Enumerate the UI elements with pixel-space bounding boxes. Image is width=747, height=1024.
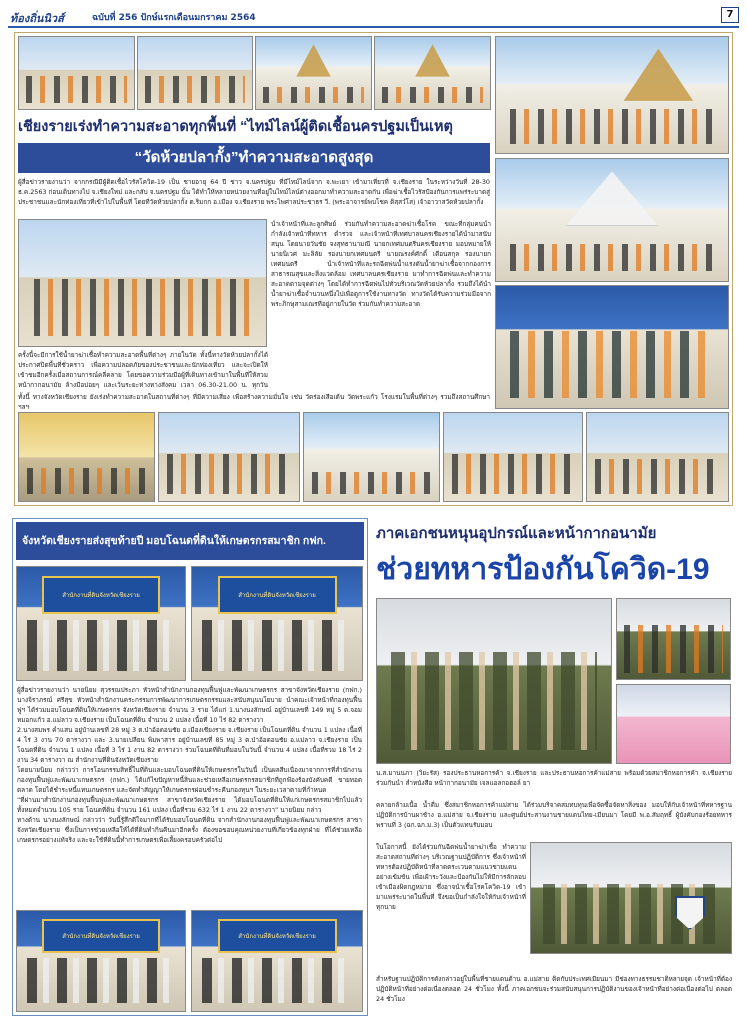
- article1-para4: ทั้งนี้ ทางจังหวัดเชียงราย ยังเร่งทำความสะอาดในสถานที่ต่างๆ ที่มีความเสี่ยง เพื่อสร้างความมั่นใจ เช่น วัดร่องเสือเต้น วัดพระแก้ว โรงแรมในพื้นที่ต่างๆ รวมถึงสถานศึกษา ฯลฯ: [18, 393, 490, 411]
- photo-plaza: [303, 412, 440, 502]
- logo-text: ท้องถิ่นนิวส์: [10, 13, 64, 25]
- article2-para5: ทางด้าน นางนงลักษณ์ กล่าวว่า วันนี้รู้สึกดีใจมากที่ได้รับมอบโฉนดที่ดิน จากสำนักงานกองทุนฟื้นฟูและพัฒนาเกษตรกร สาขาจังหวัดเชียงราย ซึ่งเป็นการช่วยเหลือให้ได้ที่ดินทำกินคืนมาอีกครั้ง ต้องขอขอบคุณหน่วยงานที่เกี่ยวข้องทุกฝ่าย ที่ได้ช่วยเหลือเกษตรกรอย่างแท้จริง และจะใช้ที่ดินนี้ทำการเกษตรเพื่อเลี้ยงครอบครัวต่อไป: [17, 816, 362, 844]
- article1-para3-cont: [18, 392, 490, 412]
- photo-deed-handover-1: [16, 566, 186, 681]
- photo-soldier-interview: [616, 598, 731, 680]
- banner-land-office-1: สำนักงานที่ดินจังหวัดเชียงราย: [62, 593, 140, 600]
- article3-kicker: ภาคเอกชนหนุนอุปกรณ์และหน้ากากอนามัย: [376, 525, 657, 542]
- article3-para3: ในโอกาสนี้ ยังได้ร่วมกันฉีดพ่นน้ำยาฆ่าเชื้อ ทำความสะอาดสถานที่ต่างๆ บริเวณฐานปฏิบัติการ ซึ่งเจ้าหน้าที่ทหารต้องปฏิบัติหน้าที่ลาดตระเวนตามแนวชายแดนอย่างเข้มข้น เพื่อเฝ้าระวังและป้องกันไม่ให้มีการลักลอบเข้าเมืองผิดกฎหมาย ซึ่งอาจนำเชื้อโรคโควิด-19 เข้ามาแพร่ระบาดในพื้นที่ จึงขอเป็นกำลังใจให้กับเจ้าหน้าที่ทุกนาย: [376, 843, 526, 911]
- article3-para2: คลายกล้ามเนื้อ น้ำดื่ม ซึ่งสมาชิกหอการค้าแม่สาย ได้ร่วมบริจาคสมทบทุนเพื่อจัดซื้อจัดหาสิ่งของ มอบให้กับเจ้าหน้าที่ทหารฐานปฏิบัติการบ้านผาช้าง อ.แม่สาย จ.เชียงราย และศูนย์ประสานงานชายแดนไทย-เมียนมา โดยมี พ.อ.สัมฤทธิ์ ผู้บังคับกองร้อยทหารพรานที่ 3 (ฉก.ฉก.ม.3) เป็นตัวแทนรับมอบ: [376, 801, 732, 829]
- article3-headline: ช่วยทหารป้องกันโควิด-19: [376, 553, 710, 586]
- page-number: 7: [721, 7, 739, 23]
- photo-soldiers-handover: [530, 842, 732, 954]
- article2-para2: 2.นางสมพร คำแสน อยู่บ้านเลขที่ 28 หมู่ 3 ต.ป่าอ้อดอนชัย อ.เมืองเชียงราย จ.เชียงราย เป็นโฉนดที่ดิน จำนวน 1 แปลง เนื้อที่ 4 ไร่ 3 งาน 70 ตารางวา และ 3.นายเปลี่ยน พิมพาสาร อยู่บ้านเลขที่ 85 หมู่ 3 ต.ป่าอ้อดอนชัย อ.แม่ลาว จ.เชียงราย เป็นโฉนดที่ดิน จำนวน 1 แปลง เนื้อที่ 3 ไร่ 1 งาน 82 ตารางวา รวมโฉนดที่ดินที่มอบในวันนี้ จำนวน 4 แปลง เนื้อที่รวม 18 ไร่ 2 งาน 34 ตารางวา ณ สำนักงานที่ดินจังหวัดเชียงราย: [17, 726, 362, 764]
- photo-temple-statue: [495, 158, 729, 282]
- photo-donated-supplies: [616, 684, 731, 764]
- article2-para3: โดยนายนิยม กล่าวว่า การโอนกรรมสิทธิ์ในที่ดินและมอบโฉนดที่ดินให้เกษตรกรในวันนี้ เป็นผลสืบเนื่องมาจากการที่สำนักงานกองทุนฟื้นฟูและพัฒนาเกษตรกร (กฟก.) ได้แก้ไขปัญหาหนี้สินและช่วยเหลือเกษตรกรสมาชิกที่ถูกฟ้องร้องบังคับคดี ขายทอดตลาด โดยได้ชำระหนี้แทนเกษตรกร และจัดทำสัญญาให้เกษตรกรผ่อนชำระคืนกองทุนฯ ในระยะเวลาตามที่กำหนด: [17, 766, 362, 794]
- article3-para1: น.ส.มานนภา (วิยะรัส) รองประธานหอการค้า จ.เชียงราย และประธานหอการค้าแม่สาย พร้อมด้วยสมาชิกหอการค้า จ.เชียงราย ร่วมกันนำ สำหนังสือ หน้ากากอนามัย เจลแอลกอฮอล์ ยา: [376, 769, 732, 787]
- photo-volunteers-1: [158, 412, 300, 502]
- banner-land-office-4: สำนักงานที่ดินจังหวัดเชียงราย: [238, 934, 316, 940]
- photo-cleaning-1: [18, 36, 135, 110]
- photo-spraying: [586, 412, 729, 502]
- photo-deed-handover-2: [191, 566, 363, 681]
- article1-headline: เชียงรายเร่งทำความสะอาดทุกพื้นที่ “ไทม์ไลน์ผู้ติดเชื้อนครปฐมเป็นเหตุ: [18, 119, 453, 135]
- photo-monk-sweeping: [18, 219, 267, 347]
- photo-temple-1: [255, 36, 372, 110]
- article2-headline: จังหวัดเชียงรายส่งสุขท้ายปี มอบโฉนดที่ดินให้เกษตรกรสมาชิก กฟก.: [22, 535, 326, 547]
- article1-subheadline: “วัดห้วยปลากั้ง”ทำความสะอาดสูงสุด: [134, 149, 374, 166]
- article1-para1: ผู้สื่อข่าวรายงานว่า จากกรณีมีผู้ติดเชื้อไวรัสโควิด-19 เป็น ชายอายุ 64 ปี ชาว จ.นครปฐม ที่มีไทม์ไลน์จาก จ.พะเยา เข้ามาเที่ยวที่ จ.เชียงราย ในระหว่างวันที่ 28-30 ธ.ค.2563 ก่อนเดินทางไป จ.เชียงใหม่ และกลับ จ.นครปฐม นั้น ได้ทำให้หลายหน่วยงานที่อยู่ในไทม์ไลน์ต่างออกมาทำความสะอาดกัน เพื่อฆ่าเชื้อไวรัสป้องกันการแพร่ระบาดสู่ประชาชนและนักท่องเที่ยวที่เข้าไปในพื้นที่ โดยที่วัดห้วยปลากั้ง ต.ริมกก อ.เมือง จ.เชียงราย พระไพศาลประชาธร วี. (พระอาจารย์พบโชค ติสฺสวํโส) เจ้าอาวาสวัดห้วยปลากั้ง: [18, 178, 490, 206]
- article1-para3: ครั้งนี้จะมีการใช้น้ำยาฆ่าเชื้อทำความสะอาดพื้นที่ต่างๆ ภายในวัด ทั้งนี้ทางวัดห้วยปลากั้งได้ประกาศปิดพื้นที่ชั่วคราว เพื่อความปลอดภัยของประชาชนและนักท่องเที่ยว และจะเปิดให้เข้าชมอีกครั้งเมื่อสถานการณ์คลี่คลาย โดยขอความร่วมมือผู้ที่เดินทางเข้ามาในพื้นที่ให้สวมหน้ากากอนามัย ล้างมือบ่อยๆ และเว้นระยะห่างทางสังคม เวลา 06.30-21.00 น. ทุกวัน: [18, 351, 268, 389]
- photo-shrine: [18, 412, 155, 502]
- photo-deed-handover-3: [16, 910, 186, 1012]
- article2-para1: ผู้สื่อข่าวรายงานว่า นายนิยม สุวรรณประภา หัวหน้าสำนักงานกองทุนฟื้นฟูและพัฒนาเกษตรกร สาขาจังหวัดเชียงราย (กฟก.) นางจิราภรณ์ ศรีสุข หัวหน้าสำนักงานคระกรรมการพัฒนาการเกษตรกรรมและสนับสนุนนโยบาย นำคณะเจ้าหน้าที่กองทุนฟื้นฟูฯ ได้ร่วมมอบโฉนดที่ดินให้เกษตรกร จังหวัดเชียงราย จำนวน 3 ราย ได้แก่ 1.นางนงลักษณ์ อยู่บ้านเลขที่ 149 หมู่ 5 ต.จอมหมอกแก้ว อ.แม่ลาว จ.เชียงราย เป็นโฉนดที่ดิน จำนวน 2 แปลง เนื้อที่ 10 ไร่ 82 ตารางวา: [17, 686, 362, 724]
- masthead: [8, 6, 739, 28]
- article1-subheadline-bar: [18, 143, 490, 173]
- photo-temple-hero: [495, 36, 729, 154]
- photo-ceremony-group: [495, 285, 729, 409]
- banner-land-office-3: สำนักงานที่ดินจังหวัดเชียงราย: [62, 934, 140, 940]
- issue-info: ฉบับที่ 256 ปักษ์แรกเดือนมกราคม 2564: [92, 13, 256, 23]
- article3-para4: สำหรับฐานปฏิบัติการดังกล่าวอยู่ในพื้นที่ชายแดนด้าน อ.แม่สาย ติดกับประเทศเมียนมา มีช่องทางธรรมชาติหลายจุด เจ้าหน้าที่ต้องปฏิบัติหน้าที่อย่างต่อเนื่องตลอด 24 ชั่วโมง ทั้งนี้ ภาคเอกชนจะร่วมสนับสนุนการปฏิบัติงานของเจ้าหน้าที่อย่างต่อเนื่องต่อไป ตลอด 24 ชั่วโมง: [376, 975, 732, 1003]
- photo-volunteers-2: [443, 412, 583, 502]
- photo-deed-handover-4: [191, 910, 363, 1012]
- article2-body: [17, 685, 362, 905]
- article2-para4: “ที่ผ่านมาสำนักงานกองทุนฟื้นฟูและพัฒนาเกษตรกร สาขาจังหวัดเชียงราย ได้มอบโฉนดที่ดินให้แก่เกษตรกรสมาชิกไปแล้ว ทั้งหมดจำนวน 105 ราย โฉนดที่ดิน จำนวน 161 แปลง เนื้อที่รวม 632 ไร่ 1 งาน 22 ตารางวา” นายนิยม กล่าว: [17, 796, 362, 814]
- banner-land-office-2: สำนักงานที่ดินจังหวัดเชียงราย: [238, 593, 316, 600]
- article1-para2: นำเจ้าหน้าที่และลูกศิษย์ ร่วมกันทำความสะอาดฆ่าเชื้อโรค ขณะที่กลุ่มคนนำกำลังเจ้าหน้าที่ทหาร ตำรวจ และเจ้าหน้าที่เทศบาลนครเชียงรายได้นำมาสนับสนุน โดยนายวันชัย จงสุทธานามณี นายกเทศมนตรีนครเชียงราย มอบหมายให้นายนิเวศ มะลิลัย รองนายกเทศมนตรี นายณรงค์ศักดิ์ เดือนสกุล รองนายกเทศมนตรี นำเจ้าหน้าที่และรถฉีดพ่นน้ำแรงดันน้ำยาฆ่าเชื้อจากกองการสาธารณสุขและสิ่งแวดล้อม เทศบาลนครเชียงราย มาทำการฉีดพ่นและทำความสะอาดตามจุดต่างๆ โดยได้ทำการฉีดพ่นไปทั่วบริเวณวัดห้วยปลากั้ง รวมถึงได้นำน้ำยาฆ่าเชื้อจำนวนหนึ่งไปเพื่อดูการใช้งานทางวัด ทางวัดได้รับความร่วมมือจากพระภิกษุสามเณรที่อยู่ภายในวัด ร่วมกันทำความสะอาด: [271, 220, 491, 308]
- article2-headline-bar: [16, 522, 364, 560]
- photo-cleaning-2: [137, 36, 253, 110]
- logo: [10, 7, 82, 25]
- photo-soldiers-group: [376, 598, 612, 764]
- photo-temple-2: [374, 36, 491, 110]
